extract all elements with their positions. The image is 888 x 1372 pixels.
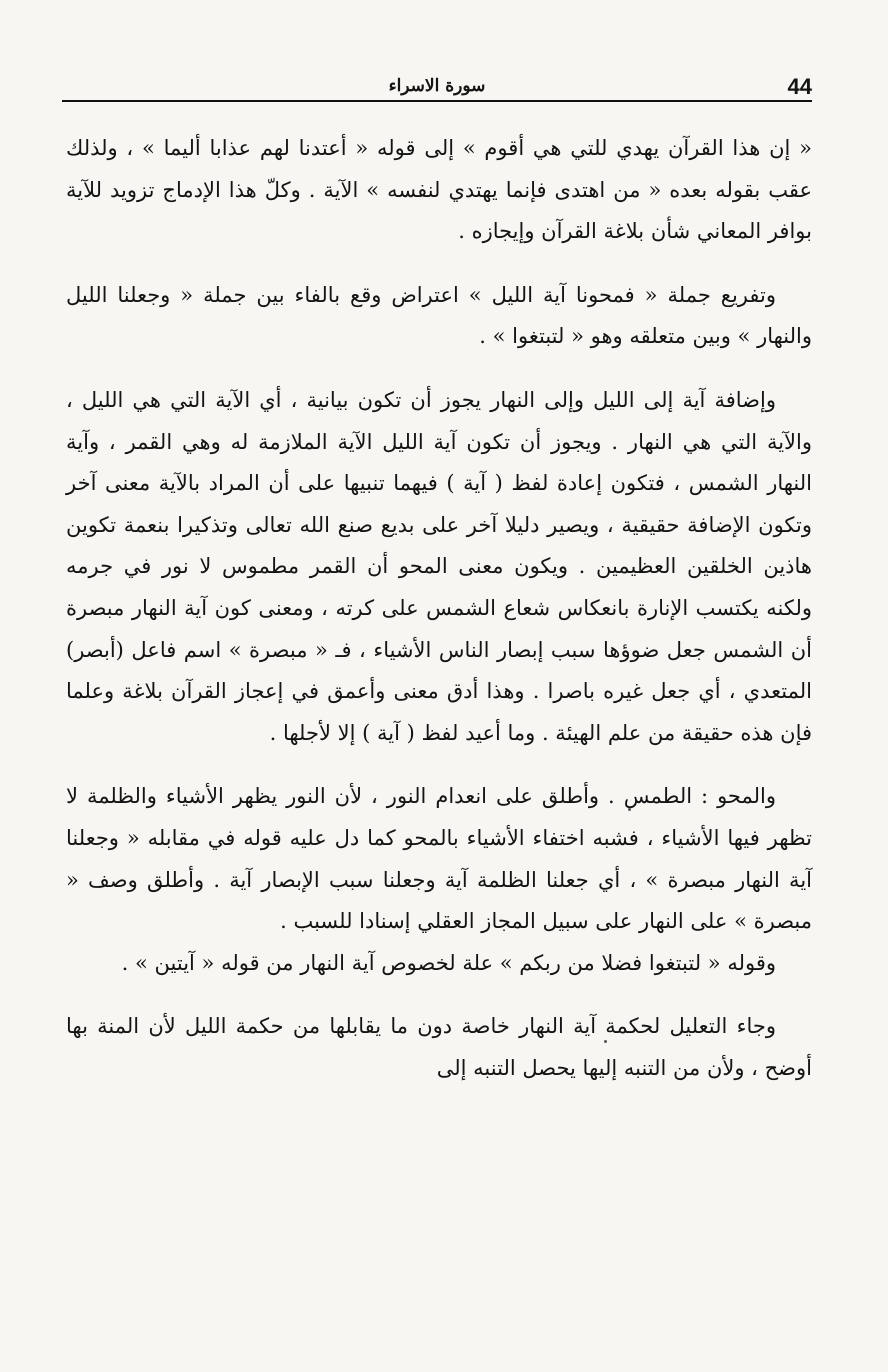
page-body: [66, 128, 812, 1089]
paragraph-2: وتفريع جملة « فمحونا آية الليل » اعتراض وقع بالفاء بين جملة « وجعلنا الليل والنهار » وبين متعلقه وهو « لتبتغوا » .: [66, 282, 812, 349]
paragraph-4: والمحو : الطمس . وأطلق على انعدام النور ، لأن النور يظهر الأشياء والظلمة لا تظهر فيها الأشياء ، فشبه اختفاء الأشياء بالمحو كما دل عليه قوله في مقابله « وجعلنا آية النهار مبصرة » ، أي جعلنا الظلمة آية وجعلنا سبب الإبصار آية . وأطلق وصف « مبصرة » على النهار على سبيل المجاز العقلي إسنادا للسبب .: [66, 784, 812, 934]
paragraph-5: وقوله « لتبتغوا فضلا من ربكم » علة لخصوص آية النهار من قوله « آيتين » .: [121, 950, 776, 975]
paragraph-1: « إن هذا القرآن يهدي للتي هي أقوم » إلى قوله « أعتدنا لهم عذابا أليما » ، ولذلك عقب بقوله بعده « من اهتدى فإنما يهتدي لنفسه » الآية . وكلّ هذا الإدماج تزويد للآية بوافر المعاني شأن بلاغة القرآن وإيجازه .: [66, 136, 812, 244]
surah-title: سورة الاسراء: [388, 76, 486, 96]
scan-speck: [604, 1040, 607, 1043]
page-header: [62, 70, 812, 102]
page-number: 44: [787, 74, 812, 99]
paragraph-6: وجاء التعليل لحكمة آية النهار خاصة دون ما يقابلها من حكمة الليل لأن المنة بها أوضح ، ولأن من التنبه إليها يحصل التنبه إلى: [66, 1014, 812, 1080]
paragraph-3: وإضافة آية إلى الليل وإلى النهار يجوز أن تكون بيانية ، أي الآية التي هي الليل ، والآية التي هي النهار . ويجوز أن تكون آية الليل الآية الملازمة له وهي القمر ، وآية النهار الشمس ، فتكون إعادة لفظ ( آية ) فيهما تنبيها على أن المراد بالآية معنى آخر وتكون الإضافة حقيقية ، ويصير دليلا آخر على بديع صنع الله تعالى وتذكيرا بنعمة تكوين هاذين الخلقين العظيمين . ويكون معنى المحو أن القمر مطموس لا نور في جرمه ولكنه يكتسب الإنارة بانعكاس شعاع الشمس على كرته ، ومعنى كون آية النهار مبصرة أن الشمس جعل ضوؤها سبب إبصار الناس الأشياء ، فـ « مبصرة » اسم فاعل (أبصر) المتعدي ، أي جعل غيره باصرا . وهذا أدق معنى وأعمق في إعجاز القرآن بلاغة وعلما فإن هذه حقيقة من علم الهيئة . وما أعيد لفظ ( آية ) إلا لأجلها .: [66, 387, 812, 745]
scan-speck: [628, 808, 631, 811]
